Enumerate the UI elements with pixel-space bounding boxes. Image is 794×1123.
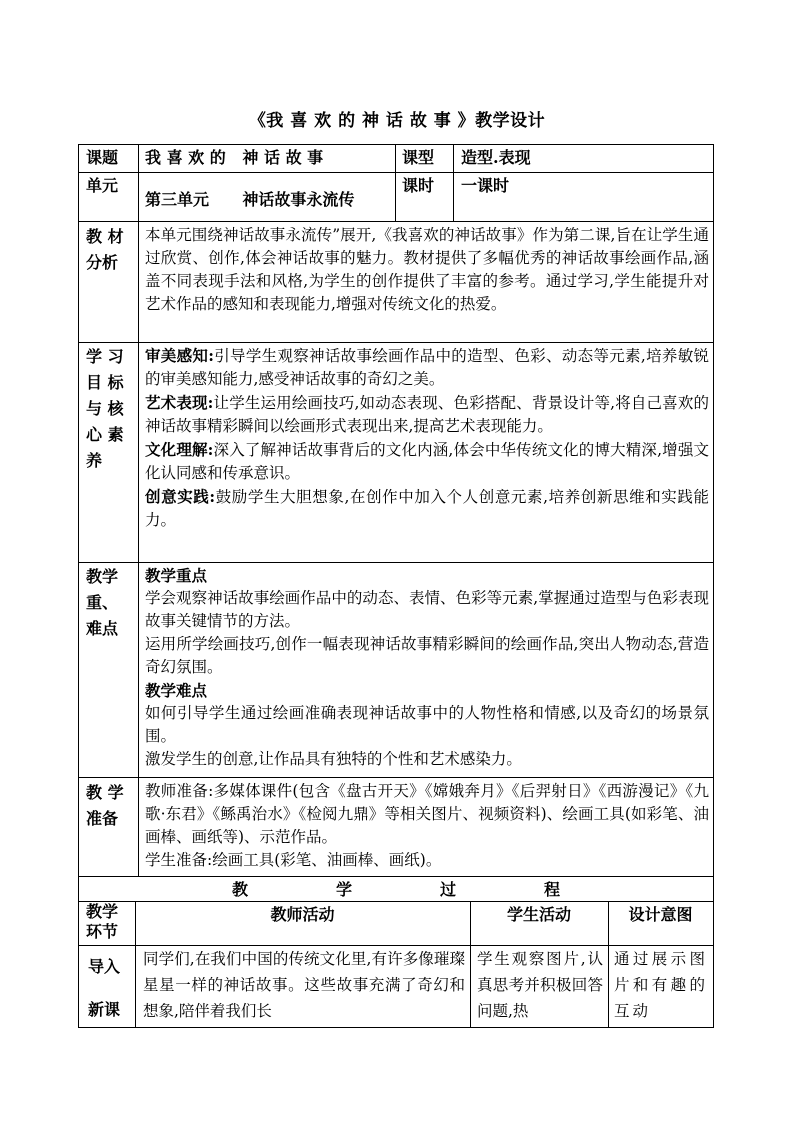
unit-label: 单元 <box>86 176 119 195</box>
preparation-label: 教 学 准备 <box>86 783 124 828</box>
stage-label-line1: 导入 <box>88 957 121 976</box>
goal-item: 文化理解:深入了解神话故事背后的文化内涵,体会中华传统文化的博大精深,增强文化认同感和传承意识。 <box>145 440 709 482</box>
column-student: 学生活动 <box>506 905 571 924</box>
difficulty-heading: 教学难点 <box>145 681 208 700</box>
topic-label: 课题 <box>86 148 119 167</box>
intent-text: 通过展示图片和有趣的互动 <box>614 950 708 1020</box>
type-label: 课型 <box>402 148 435 167</box>
analysis-label: 教 材 分析 <box>86 227 124 272</box>
student-preparation: 学生准备:绘画工具(彩笔、油画棒、画纸)。 <box>145 851 442 869</box>
document-title: 《我 喜 欢 的 神 话 故 事 》教学设计 <box>248 111 546 131</box>
topic-value: 我 喜 欢 的 神 话 故 事 <box>145 148 324 167</box>
preparation-content <box>145 780 709 872</box>
teacher-preparation: 教师准备:多媒体课件(包含《盘古开天》《嫦娥奔月》《后羿射日》《西游漫记》《九歌·东君》《鲧禹治水》《检阅九鼎》等相关图片、视频资料)、绘画工具(如彩笔、油画棒、画纸等)、示范作品。 <box>145 782 709 846</box>
goal-item: 审美感知:引导学生观察神话故事绘画作品中的造型、色彩、动态等元素,培养敏锐的审美感知能力,感受神话故事的奇幻之美。 <box>145 346 709 388</box>
unit-value: 第三单元 神话故事永流传 <box>145 190 355 209</box>
key-points-label: 教学 重、 难点 <box>86 567 119 638</box>
teacher-activity-text: 同学们,在我们中国的传统文化里,有许多像璀璨星星一样的神话故事。这些故事充满了奇幻和想象,陪伴着我们长 <box>143 950 465 1020</box>
difficulty-item: 如何引导学生通过绘画准确表现神话故事中的人物性格和情感,以及奇幻的场景氛围。 <box>145 704 709 745</box>
goal-item: 创意实践:鼓励学生大胆想象,在创作中加入个人创意元素,培养创新思维和实践能力。 <box>145 487 709 529</box>
column-teacher: 教师活动 <box>270 905 335 924</box>
process-header: 教 学 过 程 <box>231 880 560 899</box>
goals-content <box>145 344 709 532</box>
goals-label: 学 习 目 标 与 核 心 素 养 <box>86 347 124 470</box>
analysis-text: 本单元围绕神话故事永流传”展开,《我喜欢的神话故事》作为第二课,旨在让学生通过欣赏、创作,体会神话故事的魅力。教材提供了多幅优秀的神话故事绘画作品,涵盖不同表现手法和风格,为学生的创作提供了丰富的参考。通过学习,学生能提升对艺术作品的感知和表现能力,增强对传统文化的热爱。 <box>145 226 709 313</box>
focus-item: 运用所学绘画技巧,创作一幅表现神话故事精彩瞬间的绘画作品,突出人物动态,营造奇幻氛围。 <box>145 635 709 676</box>
key-points-content <box>145 564 709 771</box>
difficulty-item: 激发学生的创意,让作品具有独特的个性和艺术感染力。 <box>145 750 522 768</box>
type-value: 造型.表现 <box>461 148 531 167</box>
column-stage: 教学 环节 <box>86 902 119 941</box>
period-label: 课时 <box>402 176 435 195</box>
focus-item: 学会观察神话故事绘画作品中的动态、表情、色彩等元素,掌握通过造型与色彩表现故事关键情节的方法。 <box>145 589 709 630</box>
goal-item: 艺术表现:让学生运用绘画技巧,如动态表现、色彩搭配、背景设计等,将自己喜欢的神话故事精彩瞬间以绘画形式表现出来,提高艺术表现能力。 <box>145 393 709 435</box>
focus-heading: 教学重点 <box>145 566 208 585</box>
period-value: 一课时 <box>461 176 510 195</box>
column-intent: 设计意图 <box>628 905 693 924</box>
stage-label-line2: 新课 <box>88 1000 121 1019</box>
student-activity-text: 学生观察图片,认真思考并积极回答问题,热 <box>477 950 603 1020</box>
